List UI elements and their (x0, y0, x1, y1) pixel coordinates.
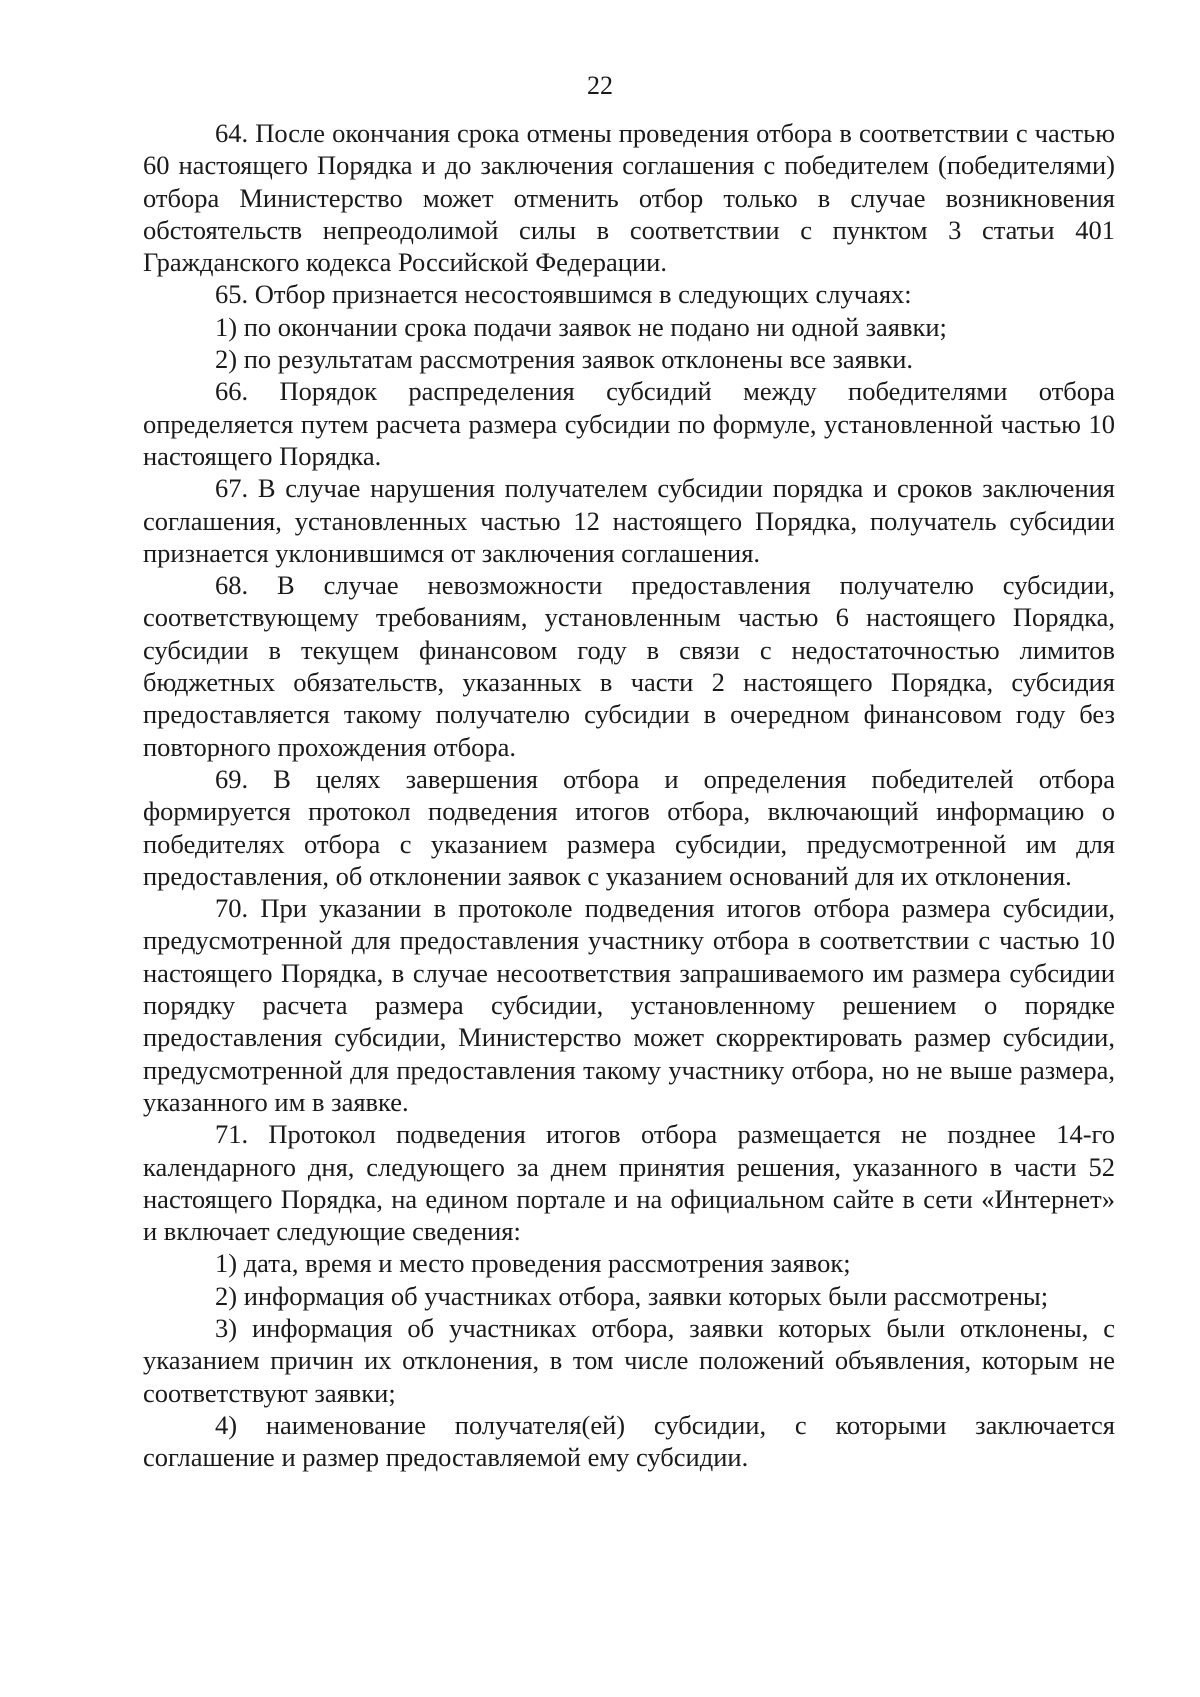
paragraph-71-item-1: 1) дата, время и место проведения рассмотрения заявок; (215, 1248, 851, 1279)
paragraph-65: 65. Отбор признается несостоявшимся в следующих случаях: (215, 279, 912, 310)
paragraph-65-item-1: 1) по окончании срока подачи заявок не подано ни одной заявки; (215, 311, 947, 342)
paragraph-71: 71. Протокол подведения итогов отбора размещается не позднее 14-го календарного дня, следующего за днем принятия решения, указанного в части 52 настоящего Порядка, на едином портале и на официальном сайте в сети «Интернет» и включает следующие сведения: (143, 1119, 1115, 1247)
paragraph-71-item-3: 3) информация об участниках отбора, заявки которых были отклонены, с указанием причин их отклонения, в том числе положений объявления, которым не соответствуют заявки; (143, 1312, 1115, 1408)
paragraph-71-item-4: 4) наименование получателя(ей) субсидии, с которыми заключается соглашение и размер предоставляемой ему субсидии. (143, 1409, 1115, 1473)
page-number: 22 (587, 71, 613, 100)
paragraph-68: 68. В случае невозможности предоставления получателю субсидии, соответствующему требованиям, установленным частью 6 настоящего Порядка, субсидии в текущем финансовом году в связи с недостаточностью лимитов бюджетных обязательств, указанных в части 2 настоящего Порядка, субсидия предоставляется такому получателю субсидии в очередном финансовом году без повторного прохождения отбора. (143, 570, 1115, 762)
paragraph-70: 70. При указании в протоколе подведения итогов отбора размера субсидии, предусмотренной для предоставления участнику отбора в соответствии с частью 10 настоящего Порядка, в случае несоответствия запрашиваемого им размера субсидии порядку расчета размера субсидии, установленному решением о порядке предоставления субсидии, Министерство может скорректировать размер субсидии, предусмотренной для предоставления такому участнику отбора, но не выше размера, указанного им в заявке. (143, 893, 1115, 1117)
paragraph-66: 66. Порядок распределения субсидий между победителями отбора определяется путем расчета размера субсидии по формуле, установленной частью 10 настоящего Порядка. (143, 376, 1115, 471)
paragraph-71-item-2: 2) информация об участниках отбора, заявки которых были рассмотрены; (215, 1280, 1049, 1311)
document-body (143, 117, 1115, 1473)
paragraph-64: 64. После окончания срока отмены проведения отбора в соответствии с частью 60 настоящего Порядка и до заключения соглашения с победителем (победителями) отбора Министерство может отменить отбор только в случае возникновения обстоятельств непреодолимой силы в соответствии с пунктом 3 статьи 401 Гражданского кодекса Российской Федерации. (143, 118, 1115, 278)
paragraph-67: 67. В случае нарушения получателем субсидии порядка и сроков заключения соглашения, установленных частью 12 настоящего Порядка, получатель субсидии признается уклонившимся от заключения соглашения. (143, 473, 1115, 568)
paragraph-65-item-2: 2) по результатам рассмотрения заявок отклонены все заявки. (215, 344, 914, 375)
paragraph-69: 69. В целях завершения отбора и определения победителей отбора формируется протокол подведения итогов отбора, включающий информацию о победителях отбора с указанием размера субсидии, предусмотренной им для предоставления, об отклонении заявок с указанием оснований для их отклонения. (143, 763, 1115, 891)
